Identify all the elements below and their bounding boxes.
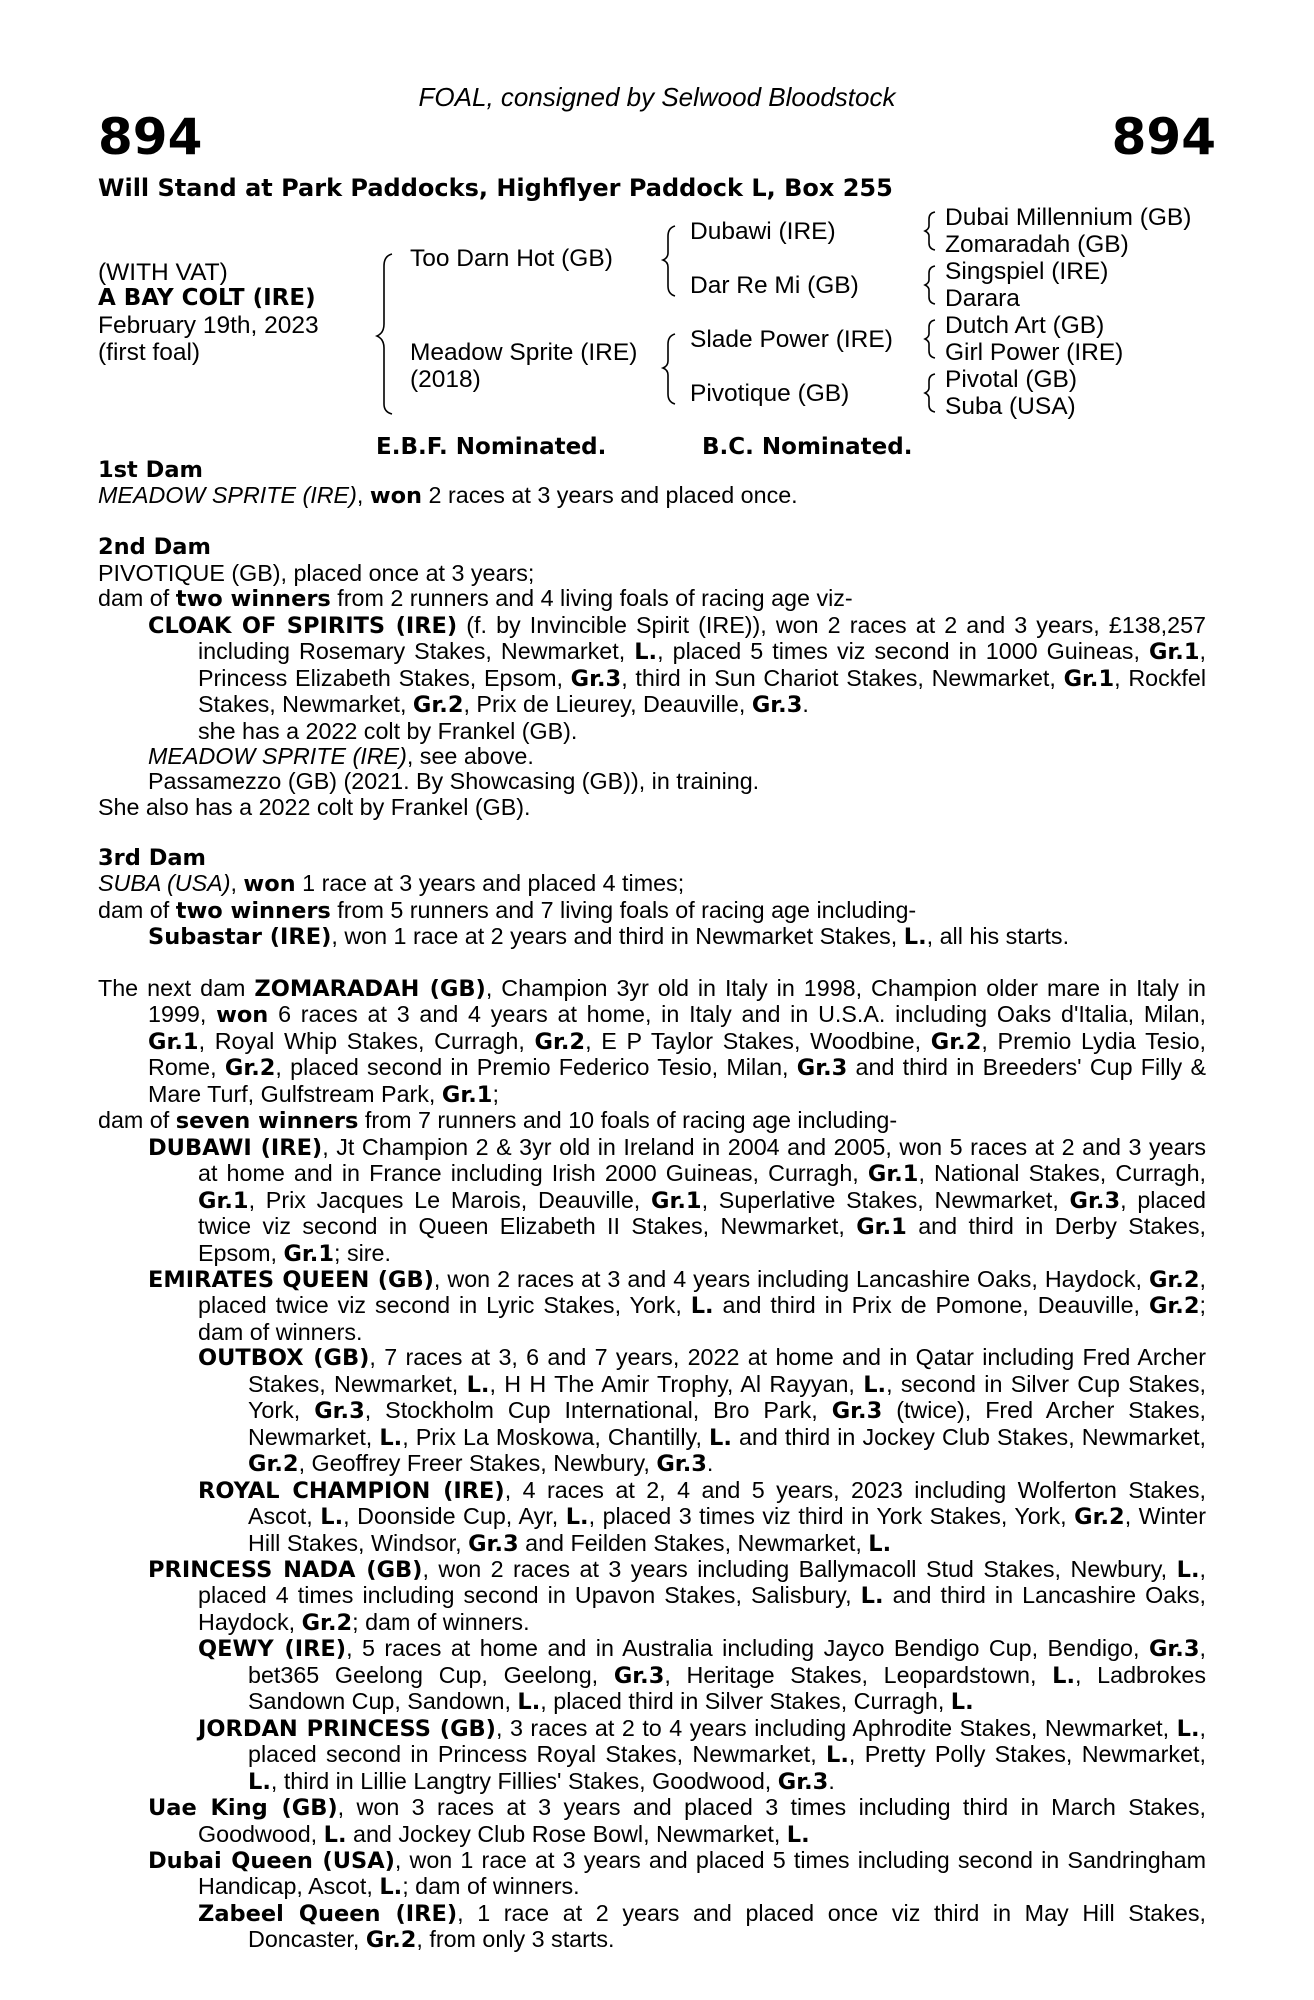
- text: , Royal Whip Stakes, Curragh,: [198, 1027, 535, 1054]
- progeny-uae-king: [148, 1795, 1206, 1848]
- grade: Gr.2: [412, 692, 464, 719]
- grade: Gr.2: [248, 1451, 299, 1478]
- text: , all his starts.: [926, 923, 1070, 950]
- grade: Gr.1: [867, 1161, 919, 1188]
- text: from 5 runners and 7 living foals of racing age including-: [330, 896, 917, 923]
- text: , 1 race at 2 years and placed once viz third in May Hill Stakes, Doncaster,: [248, 1899, 1206, 1953]
- text: (twice), Fred Archer Stakes, Newmarket,: [248, 1397, 1206, 1450]
- progeny-dubawi: [148, 1135, 1206, 1267]
- progeny-emirates-queen: [148, 1267, 1206, 1345]
- text: , third in Sun Chariot Stakes, Newmarket,: [621, 664, 1064, 691]
- sire-sire: Dubawi (IRE): [690, 218, 836, 245]
- horse-name: JORDAN PRINCESS (GB): [198, 1715, 496, 1742]
- first-dam-line: MEADOW SPRITE (IRE), won 2 races at 3 years and placed once.: [98, 482, 798, 510]
- text: , placed third in Silver Stakes, Curragh,: [540, 1688, 951, 1715]
- text: , see above.: [406, 742, 534, 769]
- vat-note: (WITH VAT): [98, 259, 228, 286]
- dam-sire: Slade Power (IRE): [690, 326, 893, 353]
- text: and Feilden Stakes, Newmarket,: [518, 1529, 869, 1556]
- text: , 4 races at 2, 4 and 5 years, 2023 including Wolferton Stakes, Ascot,: [248, 1476, 1207, 1530]
- won: won: [243, 871, 296, 898]
- grade: L.: [379, 1874, 403, 1901]
- grade: Gr.1: [1063, 665, 1115, 692]
- text: ; dam of winners.: [402, 1873, 580, 1900]
- grade: Gr.3: [656, 1451, 707, 1478]
- grade: Gr.2: [534, 1028, 586, 1055]
- grade: L.: [950, 1689, 974, 1716]
- grade: Gr.3: [613, 1662, 665, 1689]
- horse-name: QEWY (IRE): [198, 1636, 347, 1663]
- grade: Gr.2: [365, 1927, 417, 1954]
- second-dam-produce: [98, 586, 1206, 612]
- third-dam-line: [98, 871, 1206, 897]
- grade: Gr.2: [930, 1028, 982, 1055]
- ggp-8: Suba (USA): [945, 393, 1076, 420]
- text: , Prix Jacques Le Marois, Deauville,: [248, 1186, 651, 1213]
- sire-name: Too Darn Hot (GB): [410, 245, 613, 272]
- text: and third in Derby Stakes, Epsom,: [198, 1213, 1206, 1266]
- grade: Gr.3: [831, 1398, 883, 1425]
- text: dam of: [98, 1107, 176, 1134]
- grade: L.: [517, 1689, 541, 1716]
- text: , 5 races at home and in Australia including Jayco Bendigo Cup, Bendigo,: [346, 1635, 1149, 1662]
- won: won: [216, 1002, 269, 1029]
- text: and Jockey Club Rose Bowl, Newmarket,: [346, 1820, 787, 1847]
- text: , won 2 races at 3 and 4 years including Lancashire Oaks, Haydock,: [433, 1266, 1149, 1292]
- text: ;: [492, 1080, 499, 1107]
- grade: L.: [709, 1424, 732, 1451]
- text: .: [802, 691, 809, 718]
- grade: Gr.3: [570, 665, 622, 692]
- text: , placed second in Princess Royal Stakes, Newmarket,: [248, 1714, 1206, 1768]
- grade: L.: [1176, 1715, 1200, 1742]
- grade: Gr.3: [1148, 1636, 1200, 1663]
- progeny-dubai-queen: [148, 1848, 1206, 1901]
- text: , Pretty Polly Stakes, Newmarket,: [848, 1741, 1206, 1768]
- first-dam-name: MEADOW SPRITE (IRE): [98, 482, 357, 509]
- text: .: [828, 1767, 835, 1794]
- stand-location: Will Stand at Park Paddocks, Highflyer Paddock L, Box 255: [98, 174, 893, 202]
- text: , Jt Champion 2 & 3yr old in Ireland in 2004 and 2005, won 5 races at 2 and 3 years at home and in France including Irish 2000 Guineas, Curragh,: [198, 1133, 1206, 1187]
- text: 6 races at 3 and 4 years at home, in Italy and in U.S.A. including Oaks d'Italia, Milan,: [268, 1001, 1206, 1028]
- text: , Ladbrokes Sandown Cup, Sandown,: [248, 1661, 1206, 1715]
- consignment-line: FOAL, consigned by Selwood Bloodstock: [418, 82, 896, 112]
- text: , Princess Elizabeth Stakes, Epsom,: [198, 638, 1206, 691]
- dam-name: Meadow Sprite (IRE): [410, 339, 638, 366]
- text: , Champion 3yr old in Italy in 1998, Champion older mare in Italy in 1999,: [148, 975, 1206, 1028]
- text: , bet365 Geelong Cup, Geelong,: [248, 1635, 1206, 1688]
- progeny-subastar: [98, 924, 1206, 950]
- progeny-passamezzo: Passamezzo (GB) (2021. By Showcasing (GB)), in training.: [148, 768, 760, 795]
- text: , 7 races at 3, 6 and 7 years, 2022 at home and in Qatar including Fred Archer Stakes, Newmarket,: [248, 1344, 1206, 1397]
- text: 1 race at 3 years and placed 4 times;: [295, 870, 685, 897]
- grade: Gr.2: [224, 1055, 276, 1082]
- grade: Gr.1: [283, 1240, 335, 1267]
- text: , placed 3 times viz third in York Stakes, York,: [588, 1503, 1075, 1530]
- grade: Gr.2: [1148, 1293, 1200, 1320]
- text: , third in Lillie Langtry Fillies' Stakes, Goodwood,: [270, 1767, 778, 1794]
- horse-name: OUTBOX (GB): [198, 1345, 370, 1372]
- next-dam-zomaradah: [98, 976, 1206, 1108]
- text: ; dam of winners.: [352, 1608, 530, 1635]
- grade: Gr.2: [301, 1609, 353, 1636]
- ggp-5: Dutch Art (GB): [945, 312, 1105, 339]
- progeny-zabeel-queen: [98, 1901, 1206, 1954]
- text: , won 2 races at 3 years including Ballymacoll Stud Stakes, Newbury,: [422, 1555, 1177, 1582]
- text: , placed twice viz second in Lyric Stakes, York,: [198, 1266, 1206, 1319]
- winners-count: two winners: [175, 586, 331, 613]
- grade: Gr.3: [314, 1398, 365, 1425]
- produce-record: [98, 458, 1206, 1954]
- text: , Rockfel Stakes, Newmarket,: [198, 664, 1206, 718]
- text: and third in Prix de Pomone, Deauville,: [713, 1292, 1149, 1319]
- dam-dam: Pivotique (GB): [690, 380, 850, 407]
- horse-name: Uae King (GB): [148, 1795, 338, 1822]
- text: , Winter Hill Stakes, Windsor,: [248, 1503, 1206, 1556]
- foal-note: (first foal): [98, 339, 201, 366]
- first-dam-text: 2 races at 3 years and placed once.: [422, 482, 798, 509]
- text: , placed twice viz second in Queen Elizabeth II Stakes, Newmarket,: [198, 1186, 1206, 1240]
- text: , Stockholm Cup International, Bro Park,: [364, 1397, 832, 1424]
- ggp-7: Pivotal (GB): [945, 366, 1078, 393]
- second-dam-also: She also has a 2022 colt by Frankel (GB).: [98, 793, 531, 820]
- grade: Gr.2: [1074, 1504, 1125, 1531]
- winners-count: seven winners: [175, 1108, 359, 1135]
- progeny-outbox: [98, 1345, 1206, 1477]
- third-dam-name: SUBA (USA): [98, 870, 231, 897]
- text: , won 1 race at 2 years and third in Newmarket Stakes,: [331, 923, 904, 950]
- text: (f. by Invincible Spirit (IRE)), won 2 races at 2 and 3 years, £138,257 including Rosemary Stakes, Newmarket,: [198, 611, 1206, 665]
- horse-name: ZOMARADAH (GB): [254, 976, 486, 1003]
- grade: Gr.1: [1148, 639, 1200, 666]
- grade: L.: [323, 1821, 347, 1848]
- progeny-princess-nada: [148, 1557, 1206, 1636]
- text: , placed 4 times including second in Upavon Stakes, Salisbury,: [198, 1555, 1207, 1609]
- progeny-jordan-princess: [98, 1716, 1206, 1795]
- first-dam-won: won: [369, 483, 423, 510]
- text: and third in Breeders' Cup Filly & Mare Turf, Gulfstream Park,: [148, 1054, 1206, 1107]
- text: , National Stakes, Curragh,: [918, 1160, 1207, 1187]
- text: , Superlative Stakes, Newmarket,: [701, 1186, 1070, 1213]
- grade: L.: [786, 1821, 810, 1848]
- horse-name: ROYAL CHAMPION (IRE): [198, 1477, 505, 1504]
- grade: L.: [863, 1371, 887, 1398]
- text: and third in Jockey Club Stakes, Newmarket,: [731, 1423, 1207, 1450]
- ggp-6: Girl Power (IRE): [945, 339, 1124, 366]
- text: , Prix de Lieurey, Deauville,: [463, 691, 752, 718]
- text: ; sire.: [334, 1239, 391, 1266]
- text: dam of: [98, 896, 176, 923]
- text: .: [706, 1450, 714, 1477]
- second-dam-line: PIVOTIQUE (GB), placed once at 3 years;: [98, 559, 535, 586]
- progeny-qewy: [98, 1636, 1206, 1715]
- grade: L.: [466, 1371, 490, 1398]
- horse-name: EMIRATES QUEEN (GB): [148, 1267, 434, 1293]
- grade: Gr.1: [441, 1081, 493, 1108]
- horse-name: Dubai Queen (USA): [148, 1847, 395, 1874]
- progeny-meadow-sprite: [98, 744, 1206, 769]
- text: , H H The Amir Trophy, Al Rayyan,: [489, 1370, 864, 1397]
- horse-name: CLOAK OF SPIRITS (IRE): [148, 612, 458, 639]
- ggp-4: Darara: [945, 285, 1020, 312]
- bc-nomination: B.C. Nominated.: [702, 434, 913, 460]
- text: The next dam: [98, 975, 255, 1002]
- text: , second in Silver Cup Stakes, York,: [248, 1370, 1207, 1424]
- progeny-royal-champion: [98, 1478, 1206, 1557]
- text: , 3 races at 2 to 4 years including Aphrodite Stakes, Newmarket,: [495, 1714, 1177, 1741]
- third-dam-produce: [98, 898, 1206, 924]
- grade: Gr.3: [777, 1768, 829, 1795]
- grade: L.: [690, 1293, 714, 1320]
- grade: Gr.1: [198, 1187, 249, 1214]
- grade: L.: [868, 1530, 892, 1557]
- dam-year: (2018): [410, 366, 481, 393]
- grade: L.: [1176, 1556, 1200, 1583]
- horse-name: DUBAWI (IRE): [148, 1134, 323, 1161]
- text: , placed second in Premio Federico Tesio, Milan,: [275, 1054, 797, 1081]
- text: , Geoffrey Freer Stakes, Newbury,: [298, 1450, 657, 1477]
- text: , placed 5 times viz second in 1000 Guineas,: [657, 638, 1149, 665]
- text: from 7 runners and 10 foals of racing age including-: [358, 1107, 898, 1134]
- grade: L.: [565, 1504, 589, 1531]
- grade: L.: [634, 639, 658, 666]
- grade: L.: [1052, 1662, 1076, 1689]
- text: , Heritage Stakes, Leopardstown,: [664, 1661, 1053, 1688]
- horse-name: MEADOW SPRITE (IRE): [148, 742, 407, 769]
- grade: Gr.3: [468, 1530, 519, 1557]
- text: , won 3 races at 3 years and placed 3 times including third in March Stakes, Goodwood,: [198, 1794, 1206, 1847]
- ebf-nomination: E.B.F. Nominated.: [376, 434, 607, 460]
- sire-dam: Dar Re Mi (GB): [690, 272, 859, 299]
- second-dam-heading: 2nd Dam: [98, 534, 211, 561]
- text: , Premio Lydia Tesio, Rome,: [148, 1027, 1206, 1081]
- ggp-3: Singspiel (IRE): [945, 258, 1109, 285]
- first-dam-heading: 1st Dam: [98, 457, 203, 483]
- progeny-cloak-of-spirits: [148, 613, 1206, 744]
- grade: Gr.3: [1069, 1187, 1121, 1214]
- third-dam-heading: 3rd Dam: [98, 844, 206, 871]
- grade: L.: [248, 1768, 271, 1795]
- grade: Gr.3: [751, 692, 803, 719]
- grade: Gr.3: [796, 1055, 848, 1082]
- lot-number-left: 894: [98, 108, 203, 166]
- grade: Gr.1: [148, 1028, 199, 1055]
- horse-name: PRINCESS NADA (GB): [148, 1556, 423, 1583]
- horse-name: Subastar (IRE): [148, 924, 332, 951]
- ggp-2: Zomaradah (GB): [945, 231, 1129, 258]
- text: and third in Lancashire Oaks, Haydock,: [198, 1582, 1206, 1635]
- text: , Doonside Cup, Ayr,: [343, 1503, 566, 1530]
- lot-number-right: 894: [1111, 108, 1216, 166]
- horse-name: Zabeel Queen (IRE): [198, 1900, 458, 1927]
- grade: Gr.2: [1148, 1267, 1200, 1293]
- subject-name: A BAY COLT (IRE): [98, 285, 316, 311]
- text: dam of: [98, 585, 176, 612]
- text: , from only 3 starts.: [416, 1926, 615, 1953]
- grade: Gr.1: [651, 1187, 702, 1214]
- text: she has a 2022 colt by Frankel (GB).: [198, 717, 578, 744]
- ggp-1: Dubai Millennium (GB): [945, 204, 1192, 231]
- text: , Prix La Moskowa, Chantilly,: [402, 1423, 709, 1450]
- text: , won 1 race at 3 years and placed 5 times including second in Sandringham Handicap, Ascot,: [198, 1846, 1206, 1900]
- text: ; dam of winners.: [198, 1292, 1206, 1345]
- winners-count: two winners: [175, 897, 331, 924]
- foaling-date: February 19th, 2023: [98, 312, 319, 339]
- text: from 2 runners and 4 living foals of racing age viz-: [330, 585, 853, 612]
- next-dam-produce: [98, 1108, 1206, 1134]
- pedigree-brackets: [0, 0, 1314, 440]
- text: ,: [230, 870, 244, 897]
- grade: L.: [826, 1742, 849, 1769]
- grade: L.: [903, 924, 927, 951]
- grade: L.: [860, 1583, 884, 1610]
- grade: Gr.1: [856, 1214, 907, 1241]
- text: , E P Taylor Stakes, Woodbine,: [585, 1027, 931, 1054]
- grade: L.: [320, 1504, 344, 1531]
- grade: L.: [379, 1424, 403, 1451]
